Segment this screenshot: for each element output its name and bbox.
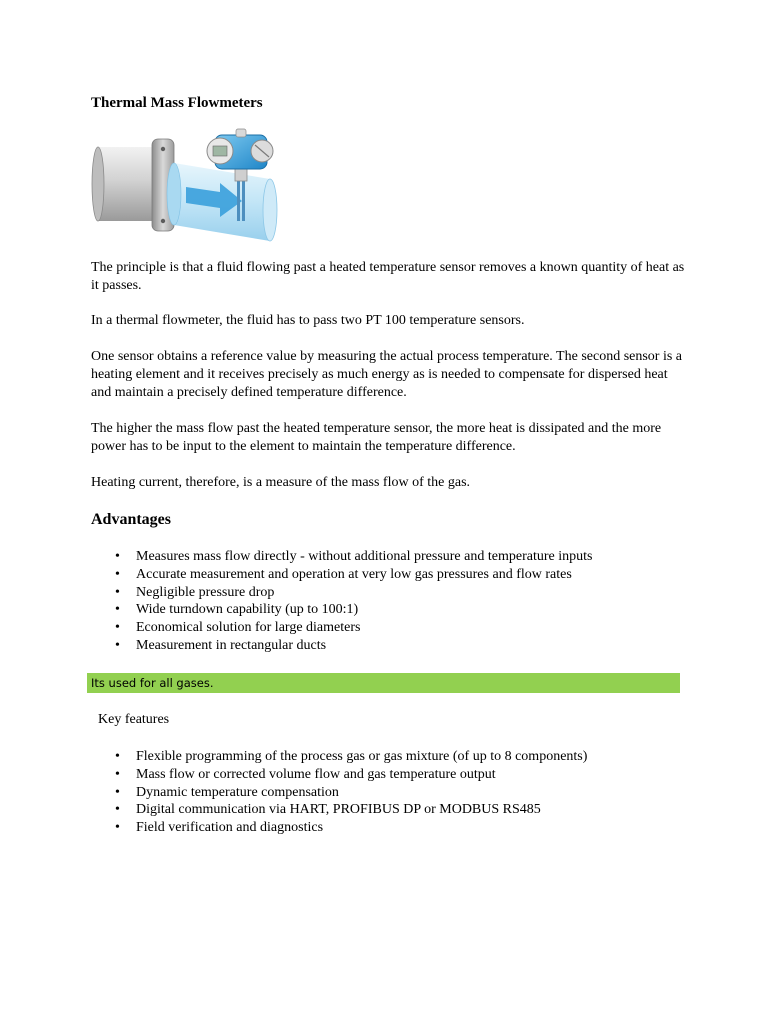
advantages-list [91,548,592,655]
list-item: • Dynamic temperature compensation [91,784,587,802]
paragraph-sensors: In a thermal flowmeter, the fluid has to pass two PT 100 temperature sensors. [91,313,525,328]
list-item: • Economical solution for large diameters [91,619,592,637]
highlight-note [87,673,680,693]
list-item: • Wide turndown capability (up to 100:1) [91,601,592,619]
highlight-note-text: Its used for all gases. [91,676,214,690]
list-item: • Field verification and diagnostics [91,819,587,837]
list-item: • Digital communication via HART, PROFIBUS DP or MODBUS RS485 [91,801,587,819]
key-features-heading: Key features [98,712,170,727]
list-item: • Measures mass flow directly - without additional pressure and temperature inputs [91,548,592,566]
list-item: • Negligible pressure drop [91,584,592,602]
paragraph-reference-value: One sensor obtains a reference value by measuring the actual process temperature. The second sensor is a heating element and it receives precisely as much energy as is needed to compensate for dispersed heat and maintain a precisely defined temperature difference. [91,349,683,400]
key-features-list [91,748,587,837]
list-item: • Measurement in rectangular ducts [91,637,592,655]
paragraph-mass-flow: The higher the mass flow past the heated temperature sensor, the more heat is dissipated and the more power has to be input to the element to maintain the temperature difference. [91,421,662,454]
thermal-flowmeter-illustration [90,125,280,245]
list-item: • Mass flow or corrected volume flow and gas temperature output [91,766,587,784]
page-title: Thermal Mass Flowmeters [91,95,263,111]
paragraph-heating-current: Heating current, therefore, is a measure of the mass flow of the gas. [91,475,471,490]
paragraph-principle: The principle is that a fluid flowing past a heated temperature sensor removes a known quantity of heat as it passes. [91,260,685,293]
list-item: • Accurate measurement and operation at very low gas pressures and flow rates [91,566,592,584]
advantages-heading: Advantages [91,511,172,528]
list-item: • Flexible programming of the process gas or gas mixture (of up to 8 components) [91,748,587,766]
